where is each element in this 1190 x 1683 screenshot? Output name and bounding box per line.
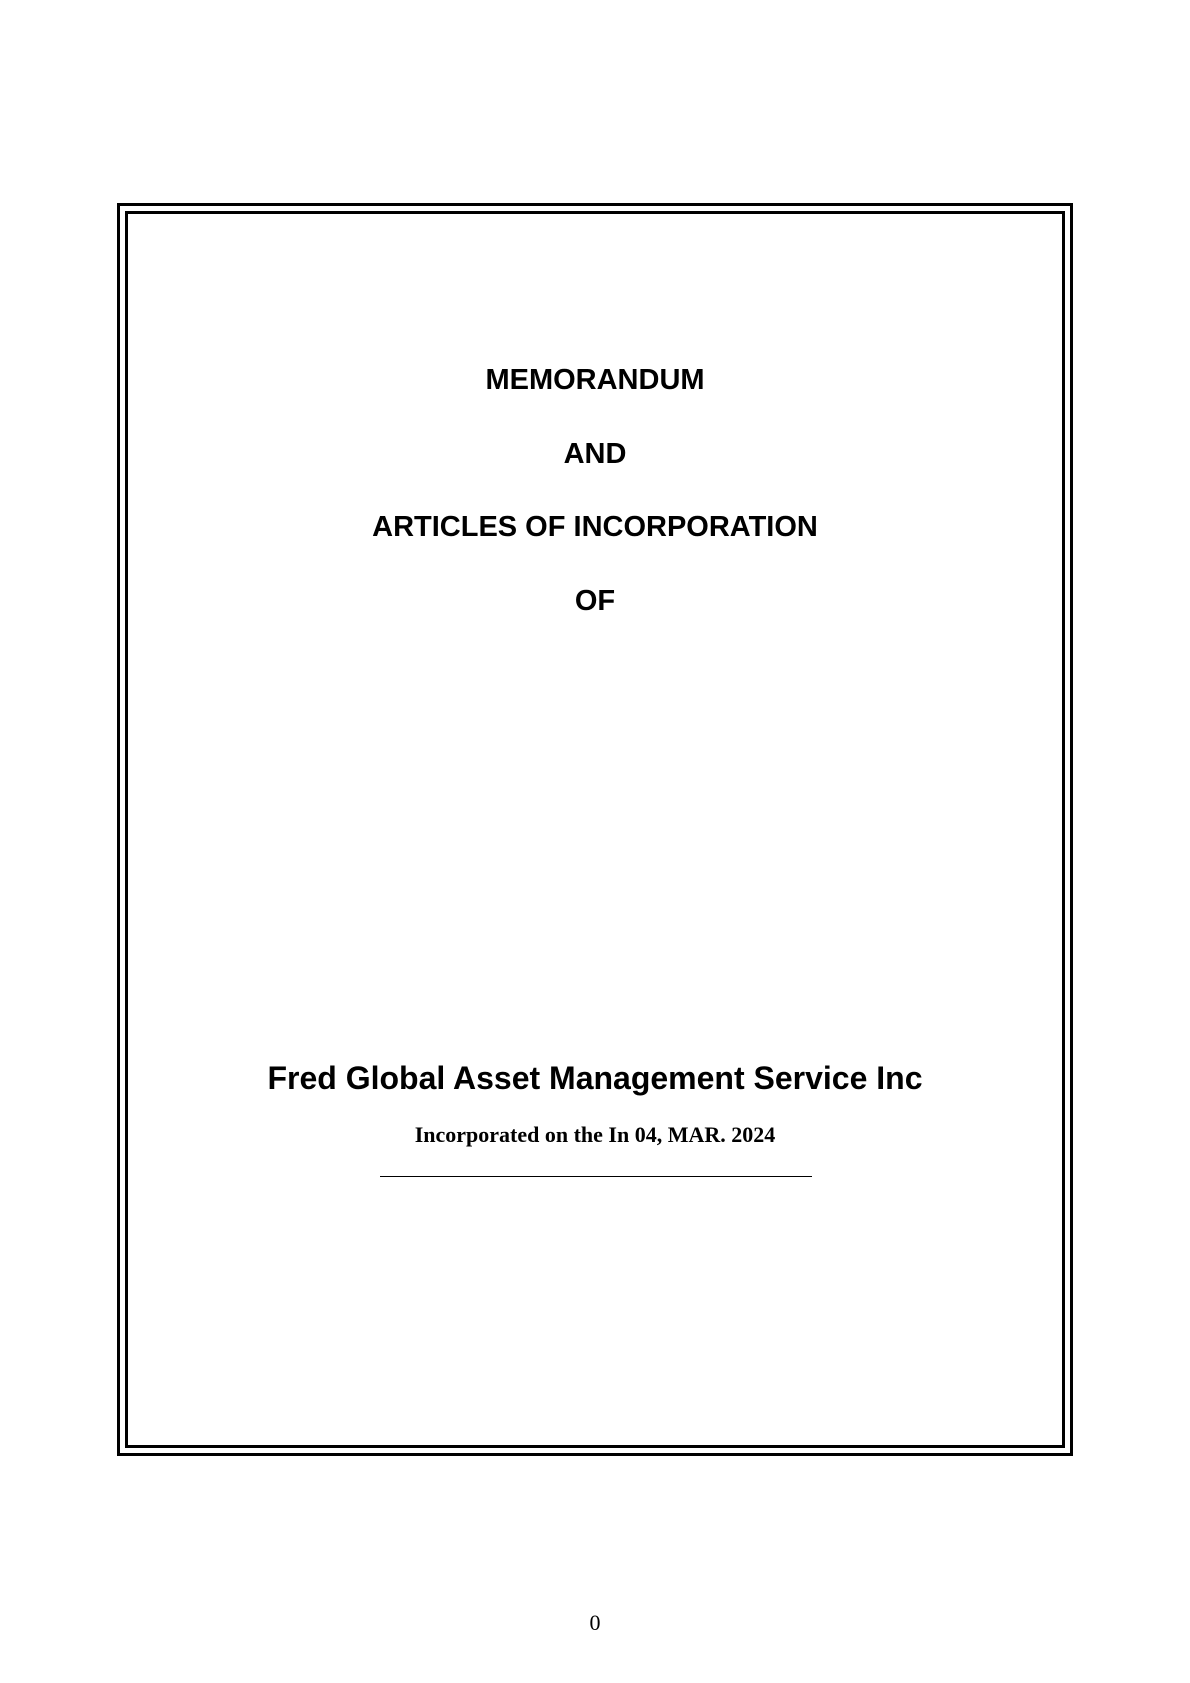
title-line-articles: ARTICLES OF INCORPORATION — [372, 511, 818, 543]
signature-rule — [380, 1176, 812, 1177]
company-name: Fred Global Asset Management Service Inc — [267, 1060, 923, 1096]
title-line-memorandum: MEMORANDUM — [485, 364, 705, 396]
title-line-of: OF — [574, 585, 616, 617]
page-number: 0 — [589, 1610, 601, 1635]
title-line-and: AND — [563, 438, 627, 470]
incorporation-date: Incorporated on the In 04, MAR. 2024 — [414, 1122, 776, 1147]
